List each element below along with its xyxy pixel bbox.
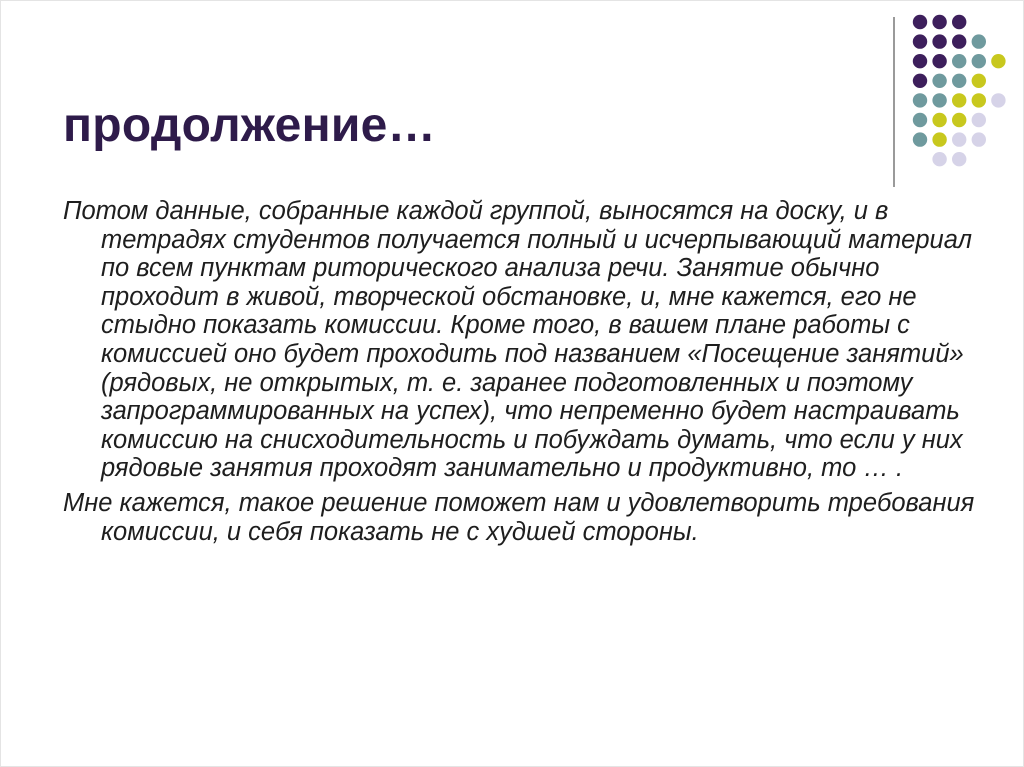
body-paragraph-1: Потом данные, собранные каждой группой, выносятся на доску, и в тетрадях студентов получается полный и исчерпывающий материал по всем пунктам риторического анализа речи. Занятие обычно проходит в живой, творческой обстановке, и, мне кажется, его не стыдно показать комиссии. Кроме того, в вашем плане работы с комиссией оно будет проходить под названием «Посещение занятий» (рядовых, не открытых, т. е. заранее подготовленных и поэтому запрограммированных на успех), что непременно будет настраивать комиссию на снисходительность и побуждать думать, что если у них рядовые занятия проходят занимательно и продуктивно, то … . [63,197,973,483]
slide-body [63,197,983,552]
decorative-dot-teal [932,74,946,88]
decorative-dot-lavender [932,152,946,166]
decorative-dot-teal [913,93,927,107]
decorative-dot-purple [952,34,966,48]
decorative-dot-teal [952,54,966,68]
decorative-dot-lavender [972,132,986,146]
decorative-dot-lime [952,113,966,127]
vertical-divider-line [893,17,895,187]
decorative-dot-teal [972,34,986,48]
decorative-dot-purple [952,15,966,29]
decorative-dot-purple [913,74,927,88]
decorative-dot-lime [932,113,946,127]
decorative-dot-lavender [952,152,966,166]
decorative-dot-teal [932,93,946,107]
decorative-dot-lavender [991,93,1005,107]
decorative-dot-lavender [972,113,986,127]
body-paragraph-2: Мне кажется, такое решение поможет нам и удовлетворить требования комиссии, и себя показать не с худшей стороны. [63,488,975,546]
decorative-dot-teal [972,54,986,68]
decorative-dot-lime [991,54,1005,68]
decorative-dot-lime [972,74,986,88]
decorative-dot-teal [913,132,927,146]
decorative-dot-teal [913,113,927,127]
decorative-dot-purple [913,54,927,68]
decorative-dot-purple [932,15,946,29]
decorative-dot-teal [952,74,966,88]
decorative-dot-lime [972,93,986,107]
decorative-dot-purple [913,34,927,48]
decorative-dot-lavender [952,132,966,146]
decorative-dot-lime [952,93,966,107]
decorative-dot-lime [932,132,946,146]
decorative-dot-purple [932,34,946,48]
decorative-dot-purple [913,15,927,29]
slide-title: продолжение… [63,99,436,152]
decorative-dot-purple [932,54,946,68]
